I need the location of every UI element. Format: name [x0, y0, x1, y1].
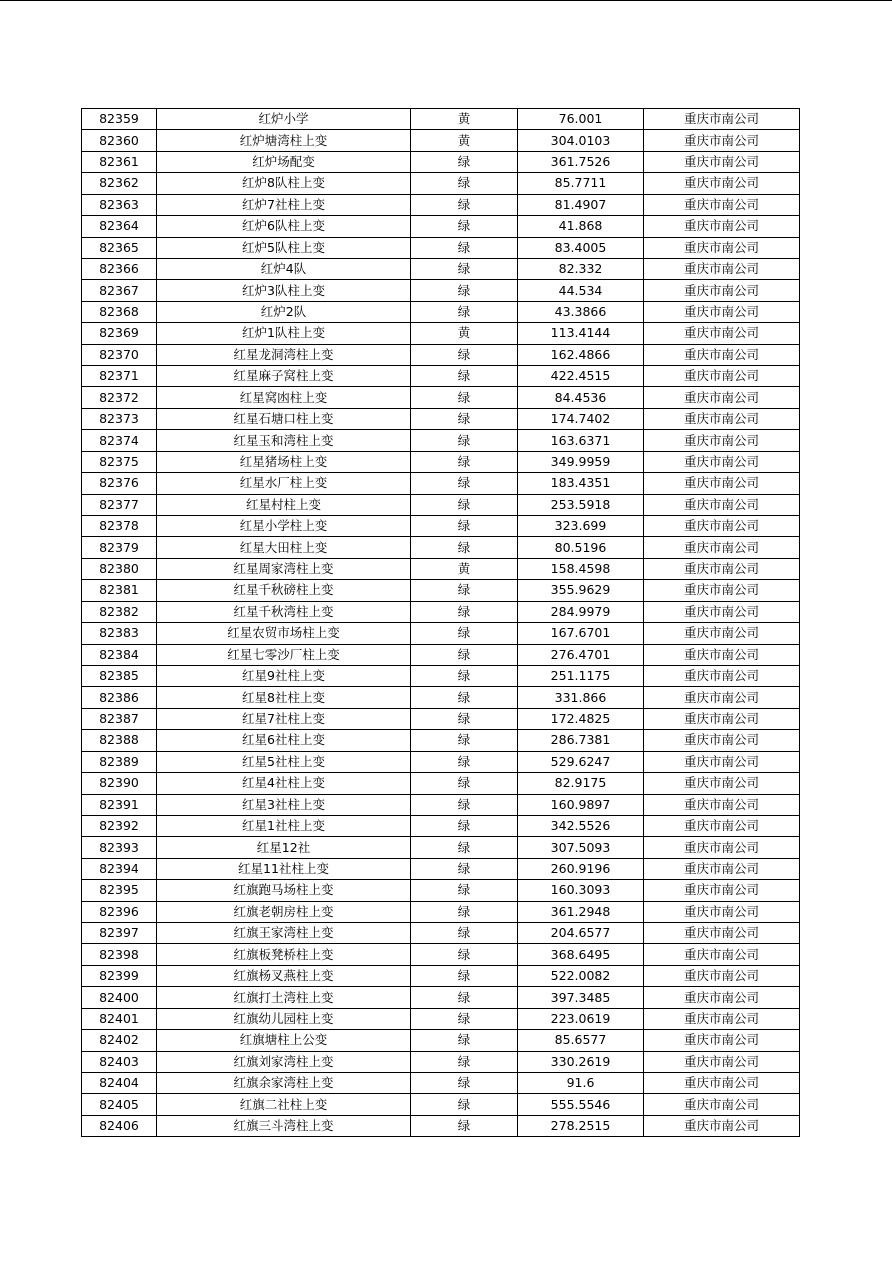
row-value: 85.6577 [518, 1030, 644, 1051]
row-id: 82398 [82, 944, 157, 965]
row-level: 绿 [411, 1008, 518, 1029]
row-value: 361.2948 [518, 901, 644, 922]
row-level: 绿 [411, 901, 518, 922]
row-company: 重庆市南公司 [644, 258, 800, 279]
row-value: 522.0082 [518, 965, 644, 986]
row-id: 82395 [82, 880, 157, 901]
table-row [82, 473, 800, 494]
row-id: 82406 [82, 1115, 157, 1136]
row-company: 重庆市南公司 [644, 880, 800, 901]
row-company: 重庆市南公司 [644, 516, 800, 537]
table-row [82, 216, 800, 237]
row-level: 绿 [411, 173, 518, 194]
row-company: 重庆市南公司 [644, 194, 800, 215]
row-value: 223.0619 [518, 1008, 644, 1029]
row-company: 重庆市南公司 [644, 1115, 800, 1136]
row-company: 重庆市南公司 [644, 366, 800, 387]
row-name: 红星6社柱上变 [157, 730, 411, 751]
row-level: 绿 [411, 687, 518, 708]
row-id: 82363 [82, 194, 157, 215]
row-id: 82376 [82, 473, 157, 494]
row-level: 绿 [411, 730, 518, 751]
row-value: 44.534 [518, 280, 644, 301]
row-id: 82396 [82, 901, 157, 922]
row-name: 红炉6队柱上变 [157, 216, 411, 237]
row-level: 绿 [411, 366, 518, 387]
row-company: 重庆市南公司 [644, 773, 800, 794]
row-company: 重庆市南公司 [644, 601, 800, 622]
row-company: 重庆市南公司 [644, 965, 800, 986]
row-value: 529.6247 [518, 751, 644, 772]
row-name: 红星1社柱上变 [157, 815, 411, 836]
row-value: 174.7402 [518, 408, 644, 429]
table-row [82, 301, 800, 322]
row-level: 绿 [411, 151, 518, 172]
row-value: 284.9979 [518, 601, 644, 622]
row-company: 重庆市南公司 [644, 815, 800, 836]
row-value: 85.7711 [518, 173, 644, 194]
row-value: 251.1175 [518, 665, 644, 686]
table-row [82, 1094, 800, 1115]
table-row [82, 815, 800, 836]
row-level: 绿 [411, 1030, 518, 1051]
row-value: 82.332 [518, 258, 644, 279]
table-row [82, 537, 800, 558]
row-name: 红星5社柱上变 [157, 751, 411, 772]
table-row [82, 944, 800, 965]
row-value: 82.9175 [518, 773, 644, 794]
row-id: 82368 [82, 301, 157, 322]
row-level: 绿 [411, 494, 518, 515]
row-id: 82384 [82, 644, 157, 665]
row-name: 红旗二社柱上变 [157, 1094, 411, 1115]
row-id: 82369 [82, 323, 157, 344]
table-row [82, 323, 800, 344]
row-name: 红星水厂柱上变 [157, 473, 411, 494]
row-name: 红星12社 [157, 837, 411, 858]
table-row [82, 794, 800, 815]
row-company: 重庆市南公司 [644, 623, 800, 644]
table-row [82, 601, 800, 622]
row-value: 349.9959 [518, 451, 644, 472]
table-row [82, 408, 800, 429]
row-value: 330.2619 [518, 1051, 644, 1072]
row-name: 红星8社柱上变 [157, 687, 411, 708]
row-id: 82371 [82, 366, 157, 387]
table-row [82, 194, 800, 215]
row-id: 82367 [82, 280, 157, 301]
table-row [82, 366, 800, 387]
row-company: 重庆市南公司 [644, 665, 800, 686]
row-name: 红旗塘柱上公变 [157, 1030, 411, 1051]
row-value: 323.699 [518, 516, 644, 537]
row-name: 红星村柱上变 [157, 494, 411, 515]
row-company: 重庆市南公司 [644, 987, 800, 1008]
row-name: 红星麻子窝柱上变 [157, 366, 411, 387]
row-id: 82362 [82, 173, 157, 194]
table-row [82, 151, 800, 172]
row-value: 84.4536 [518, 387, 644, 408]
row-id: 82382 [82, 601, 157, 622]
row-value: 162.4866 [518, 344, 644, 365]
row-value: 43.3866 [518, 301, 644, 322]
row-value: 555.5546 [518, 1094, 644, 1115]
row-level: 绿 [411, 258, 518, 279]
row-company: 重庆市南公司 [644, 580, 800, 601]
row-id: 82374 [82, 430, 157, 451]
row-company: 重庆市南公司 [644, 216, 800, 237]
row-value: 113.4144 [518, 323, 644, 344]
row-level: 绿 [411, 344, 518, 365]
row-company: 重庆市南公司 [644, 473, 800, 494]
row-id: 82399 [82, 965, 157, 986]
row-company: 重庆市南公司 [644, 944, 800, 965]
row-id: 82373 [82, 408, 157, 429]
row-id: 82392 [82, 815, 157, 836]
row-id: 82404 [82, 1072, 157, 1093]
table-row [82, 109, 800, 130]
table-row [82, 1030, 800, 1051]
row-id: 82361 [82, 151, 157, 172]
row-value: 397.3485 [518, 987, 644, 1008]
row-value: 183.4351 [518, 473, 644, 494]
row-id: 82387 [82, 708, 157, 729]
row-company: 重庆市南公司 [644, 687, 800, 708]
row-value: 276.4701 [518, 644, 644, 665]
row-name: 红星龙洞湾柱上变 [157, 344, 411, 365]
row-name: 红星石塘口柱上变 [157, 408, 411, 429]
row-value: 167.6701 [518, 623, 644, 644]
row-id: 82359 [82, 109, 157, 130]
row-company: 重庆市南公司 [644, 130, 800, 151]
row-company: 重庆市南公司 [644, 280, 800, 301]
row-id: 82400 [82, 987, 157, 1008]
table-row [82, 730, 800, 751]
row-level: 绿 [411, 301, 518, 322]
row-company: 重庆市南公司 [644, 408, 800, 429]
table-row [82, 451, 800, 472]
row-value: 204.6577 [518, 923, 644, 944]
row-level: 绿 [411, 601, 518, 622]
row-id: 82370 [82, 344, 157, 365]
row-value: 260.9196 [518, 858, 644, 879]
row-level: 绿 [411, 644, 518, 665]
row-company: 重庆市南公司 [644, 923, 800, 944]
row-company: 重庆市南公司 [644, 1030, 800, 1051]
row-id: 82383 [82, 623, 157, 644]
row-level: 绿 [411, 1115, 518, 1136]
row-level: 绿 [411, 751, 518, 772]
row-id: 82397 [82, 923, 157, 944]
row-company: 重庆市南公司 [644, 1094, 800, 1115]
row-id: 82372 [82, 387, 157, 408]
row-id: 82405 [82, 1094, 157, 1115]
row-name: 红旗幼儿园柱上变 [157, 1008, 411, 1029]
row-id: 82402 [82, 1030, 157, 1051]
row-level: 绿 [411, 623, 518, 644]
row-company: 重庆市南公司 [644, 858, 800, 879]
row-name: 红星11社柱上变 [157, 858, 411, 879]
row-level: 绿 [411, 858, 518, 879]
row-name: 红炉3队柱上变 [157, 280, 411, 301]
row-company: 重庆市南公司 [644, 901, 800, 922]
row-level: 绿 [411, 815, 518, 836]
row-id: 82379 [82, 537, 157, 558]
row-value: 307.5093 [518, 837, 644, 858]
row-company: 重庆市南公司 [644, 430, 800, 451]
row-level: 绿 [411, 537, 518, 558]
table-row [82, 837, 800, 858]
row-level: 绿 [411, 1051, 518, 1072]
row-company: 重庆市南公司 [644, 730, 800, 751]
row-value: 83.4005 [518, 237, 644, 258]
row-id: 82393 [82, 837, 157, 858]
row-level: 绿 [411, 408, 518, 429]
table-row [82, 580, 800, 601]
row-level: 绿 [411, 837, 518, 858]
table-row [82, 987, 800, 1008]
row-name: 红星9社柱上变 [157, 665, 411, 686]
row-value: 286.7381 [518, 730, 644, 751]
table-row [82, 687, 800, 708]
row-value: 422.4515 [518, 366, 644, 387]
row-value: 80.5196 [518, 537, 644, 558]
row-name: 红炉1队柱上变 [157, 323, 411, 344]
row-level: 绿 [411, 580, 518, 601]
row-name: 红星3社柱上变 [157, 794, 411, 815]
row-value: 160.3093 [518, 880, 644, 901]
row-level: 绿 [411, 430, 518, 451]
row-id: 82385 [82, 665, 157, 686]
transformer-table [81, 108, 800, 1137]
table-row [82, 237, 800, 258]
row-company: 重庆市南公司 [644, 1008, 800, 1029]
table-row [82, 1115, 800, 1136]
row-level: 绿 [411, 237, 518, 258]
row-name: 红旗老朝房柱上变 [157, 901, 411, 922]
table-row [82, 1072, 800, 1093]
row-name: 红星千秋磅柱上变 [157, 580, 411, 601]
row-name: 红星七零沙厂柱上变 [157, 644, 411, 665]
row-id: 82391 [82, 794, 157, 815]
row-id: 82401 [82, 1008, 157, 1029]
row-name: 红星4社柱上变 [157, 773, 411, 794]
row-name: 红旗杨叉燕柱上变 [157, 965, 411, 986]
row-company: 重庆市南公司 [644, 794, 800, 815]
table-row [82, 923, 800, 944]
row-level: 绿 [411, 708, 518, 729]
row-company: 重庆市南公司 [644, 344, 800, 365]
row-value: 355.9629 [518, 580, 644, 601]
row-id: 82364 [82, 216, 157, 237]
table-row [82, 280, 800, 301]
row-id: 82389 [82, 751, 157, 772]
row-value: 342.5526 [518, 815, 644, 836]
row-company: 重庆市南公司 [644, 537, 800, 558]
table-row [82, 623, 800, 644]
table-row [82, 644, 800, 665]
row-id: 82365 [82, 237, 157, 258]
row-value: 172.4825 [518, 708, 644, 729]
row-company: 重庆市南公司 [644, 837, 800, 858]
row-name: 红炉2队 [157, 301, 411, 322]
table-row [82, 1008, 800, 1029]
row-value: 361.7526 [518, 151, 644, 172]
table-row [82, 901, 800, 922]
table-row [82, 708, 800, 729]
row-name: 红旗跑马场柱上变 [157, 880, 411, 901]
row-name: 红星大田柱上变 [157, 537, 411, 558]
row-level: 绿 [411, 516, 518, 537]
row-company: 重庆市南公司 [644, 751, 800, 772]
row-company: 重庆市南公司 [644, 301, 800, 322]
row-name: 红星窝凼柱上变 [157, 387, 411, 408]
row-level: 绿 [411, 923, 518, 944]
row-level: 绿 [411, 944, 518, 965]
row-name: 红炉小学 [157, 109, 411, 130]
row-level: 绿 [411, 965, 518, 986]
row-level: 绿 [411, 280, 518, 301]
row-id: 82366 [82, 258, 157, 279]
row-name: 红炉4队 [157, 258, 411, 279]
row-level: 绿 [411, 216, 518, 237]
row-id: 82403 [82, 1051, 157, 1072]
row-level: 绿 [411, 473, 518, 494]
table-body [82, 109, 800, 1137]
table-row [82, 430, 800, 451]
row-id: 82390 [82, 773, 157, 794]
table-row [82, 665, 800, 686]
row-level: 绿 [411, 1072, 518, 1093]
table-row [82, 1051, 800, 1072]
row-name: 红星7社柱上变 [157, 708, 411, 729]
row-name: 红星小学柱上变 [157, 516, 411, 537]
row-value: 160.9897 [518, 794, 644, 815]
table-row [82, 558, 800, 579]
row-level: 绿 [411, 665, 518, 686]
row-level: 绿 [411, 880, 518, 901]
row-name: 红旗打土湾柱上变 [157, 987, 411, 1008]
row-id: 82360 [82, 130, 157, 151]
row-value: 41.868 [518, 216, 644, 237]
row-id: 82381 [82, 580, 157, 601]
row-name: 红星周家湾柱上变 [157, 558, 411, 579]
row-value: 331.866 [518, 687, 644, 708]
row-level: 绿 [411, 794, 518, 815]
row-value: 368.6495 [518, 944, 644, 965]
row-company: 重庆市南公司 [644, 558, 800, 579]
row-id: 82388 [82, 730, 157, 751]
row-company: 重庆市南公司 [644, 323, 800, 344]
row-name: 红旗王家湾柱上变 [157, 923, 411, 944]
row-value: 91.6 [518, 1072, 644, 1093]
row-company: 重庆市南公司 [644, 708, 800, 729]
row-name: 红炉8队柱上变 [157, 173, 411, 194]
row-name: 红炉场配变 [157, 151, 411, 172]
row-level: 黄 [411, 130, 518, 151]
row-value: 158.4598 [518, 558, 644, 579]
row-level: 绿 [411, 987, 518, 1008]
table-row [82, 773, 800, 794]
row-name: 红炉7社柱上变 [157, 194, 411, 215]
row-level: 绿 [411, 451, 518, 472]
row-id: 82386 [82, 687, 157, 708]
row-id: 82378 [82, 516, 157, 537]
row-level: 绿 [411, 773, 518, 794]
table-row [82, 965, 800, 986]
row-level: 绿 [411, 1094, 518, 1115]
table-row [82, 344, 800, 365]
row-name: 红旗刘家湾柱上变 [157, 1051, 411, 1072]
row-level: 绿 [411, 387, 518, 408]
table-row [82, 751, 800, 772]
row-name: 红炉5队柱上变 [157, 237, 411, 258]
row-level: 黄 [411, 558, 518, 579]
row-name: 红旗三斗湾柱上变 [157, 1115, 411, 1136]
row-company: 重庆市南公司 [644, 1072, 800, 1093]
row-name: 红星千秋湾柱上变 [157, 601, 411, 622]
row-company: 重庆市南公司 [644, 109, 800, 130]
row-company: 重庆市南公司 [644, 644, 800, 665]
row-company: 重庆市南公司 [644, 173, 800, 194]
table-row [82, 130, 800, 151]
row-value: 81.4907 [518, 194, 644, 215]
row-name: 红旗余家湾柱上变 [157, 1072, 411, 1093]
row-id: 82394 [82, 858, 157, 879]
page-top-border [0, 0, 892, 1]
row-company: 重庆市南公司 [644, 387, 800, 408]
row-level: 绿 [411, 194, 518, 215]
row-level: 黄 [411, 109, 518, 130]
row-name: 红旗板凳桥柱上变 [157, 944, 411, 965]
row-name: 红星猪场柱上变 [157, 451, 411, 472]
row-name: 红星玉和湾柱上变 [157, 430, 411, 451]
row-value: 76.001 [518, 109, 644, 130]
row-value: 253.5918 [518, 494, 644, 515]
table-row [82, 494, 800, 515]
row-id: 82375 [82, 451, 157, 472]
row-value: 304.0103 [518, 130, 644, 151]
table-row [82, 880, 800, 901]
row-id: 82380 [82, 558, 157, 579]
row-company: 重庆市南公司 [644, 151, 800, 172]
row-value: 163.6371 [518, 430, 644, 451]
table-row [82, 516, 800, 537]
table-row [82, 858, 800, 879]
row-company: 重庆市南公司 [644, 1051, 800, 1072]
row-id: 82377 [82, 494, 157, 515]
table-row [82, 258, 800, 279]
row-name: 红星农贸市场柱上变 [157, 623, 411, 644]
table-row [82, 387, 800, 408]
row-company: 重庆市南公司 [644, 494, 800, 515]
row-value: 278.2515 [518, 1115, 644, 1136]
row-company: 重庆市南公司 [644, 237, 800, 258]
row-name: 红炉塘湾柱上变 [157, 130, 411, 151]
row-level: 黄 [411, 323, 518, 344]
row-company: 重庆市南公司 [644, 451, 800, 472]
table-row [82, 173, 800, 194]
